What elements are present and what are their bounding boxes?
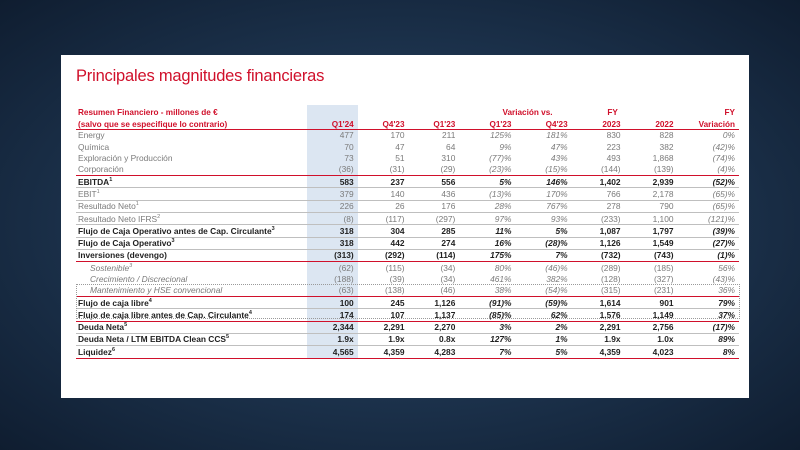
table-cell: (34): [440, 274, 456, 284]
table-cell: (121)%: [678, 213, 739, 225]
table-cell: (28)%: [515, 237, 571, 249]
table-row: [76, 164, 739, 176]
table-cell: 1,126: [572, 237, 625, 249]
footnote-marker: 5: [124, 322, 128, 329]
table-row: [76, 249, 739, 261]
table-cell: (8): [307, 213, 358, 225]
table-row: [76, 130, 739, 142]
row-label-text: Flujo de caja libre: [78, 297, 149, 308]
table-cell: (297): [409, 213, 460, 225]
table-cell: (65)%: [678, 200, 739, 212]
row-label: [76, 213, 307, 225]
table-cell: 37%: [678, 309, 739, 321]
table-cell: 1,576: [572, 309, 625, 321]
table-cell: (117): [358, 213, 409, 225]
table-cell: 1,126: [409, 297, 460, 309]
table-cell: (46)%: [545, 262, 568, 273]
table-cell: 304: [358, 225, 409, 237]
table-cell: 1.0x: [625, 334, 678, 346]
table-cell: 170: [390, 130, 405, 141]
table-row: [76, 176, 739, 188]
table-cell: (77)%: [489, 153, 512, 164]
table-cell: (43)%: [712, 274, 735, 284]
table-cell: 901: [625, 297, 678, 309]
table-cell: (743): [625, 249, 678, 261]
table-cell: 62%: [515, 309, 571, 321]
table-cell: 379: [307, 188, 358, 200]
footnote-marker: 3: [171, 238, 175, 245]
table-cell: 461%: [490, 274, 512, 284]
table-cell: 2,291: [358, 321, 409, 333]
table-cell: (59)%: [515, 297, 571, 309]
footnote-marker: 1: [109, 176, 113, 183]
table-cell: 2%: [515, 321, 571, 333]
col-header: Q1'24: [307, 117, 358, 130]
table-cell: 97%: [459, 213, 515, 225]
table-cell: 79%: [678, 297, 739, 309]
table-cell: 477: [307, 130, 358, 142]
row-label: [76, 262, 307, 274]
row-label: [76, 274, 307, 285]
table-cell: 828: [659, 130, 674, 141]
table-cell: 767%: [515, 200, 571, 212]
footnote-marker: 3: [129, 262, 133, 269]
table-cell: 170%: [515, 188, 571, 200]
header-fy-group: FY: [607, 107, 618, 117]
table-cell: 146%: [515, 176, 571, 188]
table-cell: (289): [601, 262, 621, 273]
table-cell: 43%: [550, 153, 568, 164]
table-cell: (292): [358, 249, 409, 261]
table-cell: (185): [653, 262, 674, 273]
row-label-text: Crecimiento / Discrecional: [90, 274, 188, 284]
row-label-text: Flujo de Caja Operativo: [78, 238, 172, 249]
footnote-marker: 5: [225, 334, 230, 341]
table-cell: 80%: [494, 262, 512, 273]
table-cell: 1,797: [625, 225, 678, 237]
table-row: [76, 309, 739, 321]
header-fy-var-group: FY: [724, 107, 735, 117]
row-label: [76, 225, 307, 237]
table-cell: (65)%: [678, 188, 739, 200]
table-cell: 16%: [459, 237, 515, 249]
table-cell: (17)%: [678, 321, 739, 333]
row-label: [76, 285, 307, 297]
table-cell: (42)%: [712, 141, 735, 152]
table-cell: 1.9x: [572, 334, 625, 346]
table-cell: 2,178: [625, 188, 678, 200]
table-cell: 28%: [459, 200, 515, 212]
row-label: [76, 334, 307, 346]
table-row: [76, 153, 739, 164]
table-cell: (29): [409, 164, 460, 176]
table-cell: 64: [446, 141, 456, 152]
table-cell: 1%: [515, 334, 571, 346]
table-cell: 107: [358, 309, 409, 321]
table-cell: 382: [659, 141, 674, 152]
table-cell: (34): [440, 262, 456, 273]
row-label: [76, 346, 307, 358]
row-label-text: Flujo de caja libre antes de Cap. Circulante: [78, 309, 249, 320]
table-cell: (31): [358, 164, 409, 176]
table-cell: 278: [572, 200, 625, 212]
table-cell: 1,100: [625, 213, 678, 225]
table-cell: 5%: [459, 176, 515, 188]
table-cell: 47%: [550, 141, 568, 152]
table-cell: 8%: [678, 346, 739, 358]
row-label-text: Química: [78, 141, 110, 152]
table-cell: 318: [307, 237, 358, 249]
table-row: [76, 141, 739, 152]
row-label: [76, 200, 307, 212]
table-cell: 7%: [515, 249, 571, 261]
footnote-marker: 1: [135, 201, 139, 208]
table-cell: 5%: [515, 346, 571, 358]
table-cell: (313): [307, 249, 358, 261]
table-row: [76, 321, 739, 333]
table-row: [76, 213, 739, 225]
table-cell: 5%: [515, 225, 571, 237]
table-cell: 73: [307, 153, 358, 164]
header-variacion-group: Variación vs.: [502, 107, 553, 117]
table-cell: (39)%: [678, 225, 739, 237]
table-cell: 4,359: [572, 346, 625, 358]
table-cell: 47: [395, 141, 405, 152]
table-cell: 2,756: [625, 321, 678, 333]
table-cell: 1,149: [625, 309, 678, 321]
row-label-text: Exploración y Producción: [78, 153, 173, 164]
slide: [61, 55, 749, 398]
table-cell: 442: [358, 237, 409, 249]
table-row: [76, 188, 739, 200]
row-label-text: Liquidez: [78, 346, 112, 357]
row-label: [76, 188, 307, 200]
row-label-text: Resultado Neto: [78, 201, 136, 212]
table-cell: 382%: [546, 274, 568, 284]
table-cell: 2,270: [409, 321, 460, 333]
table-cell: 176: [409, 200, 460, 212]
table-cell: (231): [625, 285, 678, 297]
table-cell: 226: [307, 200, 358, 212]
table-cell: 38%: [459, 285, 515, 297]
table-cell: (91)%: [459, 297, 515, 309]
table-cell: 11%: [459, 225, 515, 237]
table-cell: 36%: [678, 285, 739, 297]
table-cell: (4)%: [678, 164, 739, 176]
table-cell: 9%: [499, 141, 512, 152]
col-header: Q4'23: [358, 117, 409, 130]
table-cell: (36): [307, 164, 358, 176]
header-label-line1: Resumen Financiero - millones de €: [78, 107, 218, 117]
table-cell: 1,137: [409, 309, 460, 321]
table-cell: (46): [409, 285, 460, 297]
table-cell: 51: [395, 153, 405, 164]
col-header: Q1'23: [459, 117, 515, 130]
table-cell: (39): [389, 274, 405, 284]
table-row: [76, 274, 739, 285]
table-cell: 127%: [459, 334, 515, 346]
header-row-columns: [76, 117, 739, 130]
table-cell: 493: [606, 153, 621, 164]
table-cell: (188): [307, 274, 358, 285]
table-cell: 56%: [718, 262, 735, 273]
table-cell: (62): [307, 262, 358, 274]
row-label-text: Deuda Neta / LTM EBITDA Clean CCS: [78, 334, 226, 345]
table-cell: (233): [572, 213, 625, 225]
footnote-marker: 4: [248, 310, 252, 317]
table-cell: 181%: [546, 130, 568, 141]
table-cell: 1,614: [572, 297, 625, 309]
table-cell: 583: [307, 176, 358, 188]
row-label-text: Energy: [78, 130, 105, 141]
table-cell: 93%: [515, 213, 571, 225]
table-row: [76, 200, 739, 212]
table-cell: 0%: [722, 130, 735, 141]
table-cell: (732): [572, 249, 625, 261]
table-cell: (23)%: [459, 164, 515, 176]
table-cell: 1,868: [652, 153, 674, 164]
table-cell: 0.8x: [409, 334, 460, 346]
table-cell: 1,087: [572, 225, 625, 237]
table-cell: 174: [307, 309, 358, 321]
table-cell: 245: [358, 297, 409, 309]
table-cell: (138): [358, 285, 409, 297]
table-cell: 285: [409, 225, 460, 237]
table-cell: 1.9x: [358, 334, 409, 346]
row-label-text: Inversiones (devengo): [78, 250, 167, 261]
table-cell: (52)%: [678, 176, 739, 188]
table-cell: 4,023: [625, 346, 678, 358]
footnote-marker: 6: [111, 346, 116, 353]
header-row-groups: [76, 105, 739, 117]
table-cell: 1,549: [625, 237, 678, 249]
table-cell: (1)%: [678, 249, 739, 261]
table-cell: (115): [385, 262, 405, 273]
table-row: [76, 262, 739, 274]
table-cell: 223: [606, 141, 621, 152]
row-label: [76, 130, 307, 142]
slide-title: Principales magnitudes financieras: [76, 67, 325, 85]
table-cell: 4,359: [358, 346, 409, 358]
table-cell: (63): [307, 285, 358, 297]
table-row: [76, 225, 739, 237]
table-cell: 140: [358, 188, 409, 200]
row-label: [76, 249, 307, 261]
table-cell: (144): [572, 164, 625, 176]
table-cell: (85)%: [459, 309, 515, 321]
table-cell: 4,565: [307, 346, 358, 358]
table-cell: 830: [606, 130, 621, 141]
table-row: [76, 285, 739, 297]
table-cell: 2,291: [572, 321, 625, 333]
table-cell: (315): [572, 285, 625, 297]
table-cell: 26: [358, 200, 409, 212]
table-cell: 790: [625, 200, 678, 212]
row-label-text: Deuda Neta: [78, 322, 125, 333]
table-row: [76, 237, 739, 249]
table-row: [76, 334, 739, 346]
row-label-text: Corporación: [78, 164, 124, 175]
table-cell: (327): [653, 274, 674, 284]
table-cell: 7%: [459, 346, 515, 358]
footnote-marker: 1: [96, 189, 100, 196]
row-label: [76, 164, 307, 176]
table-cell: 1,402: [572, 176, 625, 188]
table-cell: 237: [358, 176, 409, 188]
col-header: Variación: [678, 117, 739, 130]
header-label-line2: (salvo que se especifique lo contrario): [76, 117, 307, 130]
row-label: [76, 297, 307, 309]
table-cell: (27)%: [678, 237, 739, 249]
table-cell: 318: [307, 225, 358, 237]
table-cell: 3%: [459, 321, 515, 333]
col-header: Q4'23: [515, 117, 571, 130]
table-cell: 2,939: [625, 176, 678, 188]
table-cell: 274: [409, 237, 460, 249]
table-cell: 211: [442, 130, 456, 141]
table-cell: 70: [307, 141, 358, 152]
footnote-marker: 4: [148, 297, 152, 304]
table-row: [76, 346, 739, 358]
row-label-text: Sostenible: [90, 262, 130, 273]
table-row: [76, 297, 739, 309]
row-label-text: Mantenimiento y HSE convencional: [90, 285, 223, 296]
financial-summary-table: [76, 105, 739, 359]
col-header: 2023: [572, 117, 625, 130]
table-cell: (13)%: [459, 188, 515, 200]
table-cell: (139): [625, 164, 678, 176]
table-cell: (54)%: [515, 285, 571, 297]
row-label: [76, 321, 307, 333]
table-cell: 125%: [490, 130, 512, 141]
table-cell: 2,344: [307, 321, 358, 333]
row-label: [76, 309, 307, 321]
row-label-text: EBIT: [78, 188, 97, 199]
table-cell: (15)%: [515, 164, 571, 176]
row-label: [76, 153, 307, 164]
table-cell: 89%: [678, 334, 739, 346]
col-header: 2022: [625, 117, 678, 130]
table-cell: (128): [601, 274, 621, 284]
table-cell: 436: [409, 188, 460, 200]
footnote-marker: 3: [271, 226, 275, 233]
table-cell: 310: [441, 153, 456, 164]
row-label-text: Flujo de Caja Operativo antes de Cap. Circulante: [78, 225, 272, 236]
col-header: Q1'23: [409, 117, 460, 130]
row-label-text: Resultado Neto IFRS: [78, 213, 158, 224]
row-label: [76, 176, 307, 188]
footnote-marker: 2: [157, 213, 161, 220]
row-label: [76, 237, 307, 249]
table-cell: 1.9x: [307, 334, 358, 346]
table-cell: (114): [409, 249, 460, 261]
row-label-text: EBITDA: [78, 176, 110, 187]
row-label: [76, 141, 307, 152]
table-cell: (74)%: [712, 153, 735, 164]
table-cell: 4,283: [409, 346, 460, 358]
table-cell: 175%: [459, 249, 515, 261]
table-cell: 100: [307, 297, 358, 309]
table-cell: 766: [572, 188, 625, 200]
table-cell: 556: [409, 176, 460, 188]
